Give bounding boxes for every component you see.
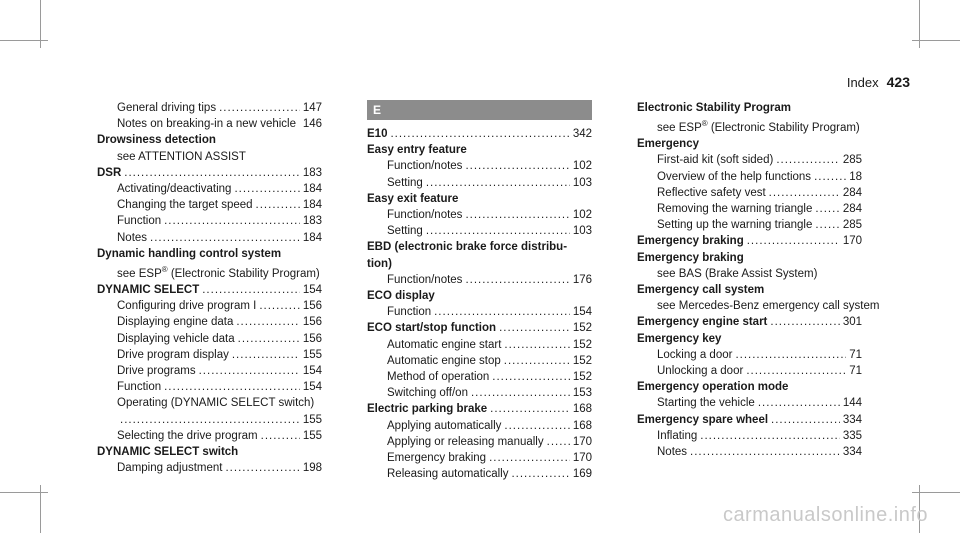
page-reference[interactable]: 152 bbox=[572, 322, 592, 335]
dot-leader bbox=[202, 282, 300, 298]
entry-label: Easy exit feature bbox=[367, 192, 459, 205]
dot-leader bbox=[547, 434, 570, 450]
entry-label: Applying automatically bbox=[387, 419, 502, 432]
crop-mark bbox=[912, 492, 960, 493]
index-subentry[interactable] bbox=[367, 418, 592, 434]
index-subentry[interactable] bbox=[97, 230, 322, 246]
index-subentry[interactable] bbox=[97, 460, 322, 476]
entry-label: Automatic engine start bbox=[387, 338, 502, 351]
cross-reference[interactable]: see Mercedes-Benz emergency call system bbox=[657, 300, 880, 313]
dot-leader bbox=[164, 379, 300, 395]
index-entry bbox=[637, 100, 862, 116]
index-subentry[interactable] bbox=[367, 385, 592, 401]
index-entry-text: EBD (electronic brake force distribu- bbox=[367, 241, 568, 254]
page-reference[interactable]: 152 bbox=[572, 354, 592, 367]
dot-leader bbox=[256, 197, 300, 213]
index-entry bbox=[367, 191, 592, 207]
entry-label: ECO display bbox=[367, 290, 435, 303]
index-entry[interactable] bbox=[97, 165, 322, 181]
page-reference[interactable]: 285 bbox=[842, 219, 862, 232]
dot-leader bbox=[504, 353, 570, 369]
dot-leader bbox=[225, 460, 299, 476]
page-reference[interactable]: 168 bbox=[572, 403, 592, 416]
page-reference[interactable]: 285 bbox=[842, 154, 862, 167]
entry-label: Starting the vehicle bbox=[657, 397, 755, 410]
entry-label: Method of operation bbox=[387, 371, 490, 384]
index-entry bbox=[97, 132, 322, 148]
page-reference[interactable]: 103 bbox=[572, 176, 592, 189]
index-entry bbox=[367, 288, 592, 304]
index-subentry[interactable] bbox=[367, 434, 592, 450]
dot-leader bbox=[150, 230, 300, 246]
page-reference[interactable]: 335 bbox=[842, 429, 862, 442]
index-subentry[interactable] bbox=[97, 412, 322, 428]
index-entry bbox=[637, 250, 862, 266]
index-subentry[interactable] bbox=[637, 395, 862, 411]
dot-leader bbox=[124, 165, 300, 181]
entry-label: Locking a door bbox=[657, 348, 733, 361]
entry-label: Displaying engine data bbox=[117, 316, 234, 329]
index-subentry[interactable] bbox=[97, 100, 322, 116]
index-subentry[interactable] bbox=[637, 201, 862, 217]
page-reference[interactable]: 154 bbox=[572, 306, 592, 319]
entry-label: Function bbox=[387, 306, 432, 319]
page-reference[interactable]: 334 bbox=[842, 413, 862, 426]
dot-leader bbox=[465, 272, 569, 288]
page-reference[interactable]: 18 bbox=[849, 170, 862, 183]
dot-leader bbox=[219, 100, 300, 116]
entry-label: Automatic engine stop bbox=[387, 354, 501, 367]
index-entry bbox=[637, 282, 862, 298]
cross-reference[interactable]: see BAS (Brake Assist System) bbox=[657, 267, 818, 280]
entry-label: Emergency call system bbox=[637, 284, 765, 297]
page-reference[interactable]: 184 bbox=[302, 183, 322, 196]
dot-leader bbox=[735, 347, 846, 363]
index-subentry[interactable] bbox=[367, 337, 592, 353]
entry-label: First-aid kit (soft sided) bbox=[657, 154, 774, 167]
dot-leader bbox=[814, 169, 846, 185]
page-reference[interactable]: 184 bbox=[302, 199, 322, 212]
cross-reference[interactable]: see ESP® (Electronic Stability Program) bbox=[657, 119, 860, 135]
index-subentry[interactable] bbox=[367, 450, 592, 466]
index-subentry[interactable] bbox=[367, 158, 592, 174]
entry-label: DSR bbox=[97, 166, 122, 179]
entry-label: E10 bbox=[367, 128, 388, 140]
dot-leader bbox=[511, 466, 569, 482]
entry-label: Applying or releasing manually bbox=[387, 435, 544, 448]
entry-label: Function/notes bbox=[387, 209, 463, 222]
dot-leader bbox=[426, 175, 570, 191]
index-subentry[interactable] bbox=[637, 428, 862, 444]
entry-label: Activating/deactivating bbox=[117, 183, 232, 196]
index-subentry[interactable] bbox=[367, 175, 592, 191]
entry-label: Function/notes bbox=[387, 273, 463, 286]
page-reference[interactable]: 103 bbox=[572, 225, 592, 238]
entry-label: Displaying vehicle data bbox=[117, 332, 235, 345]
dot-leader bbox=[700, 428, 840, 444]
entry-label: Setting bbox=[387, 176, 423, 189]
dot-leader bbox=[299, 116, 300, 132]
index-entry[interactable] bbox=[367, 401, 592, 417]
index-entry[interactable] bbox=[637, 314, 862, 330]
dot-leader bbox=[815, 201, 839, 217]
entry-label: Emergency braking bbox=[637, 235, 744, 248]
entry-label: Easy entry feature bbox=[367, 144, 467, 157]
entry-label: Electronic Stability Program bbox=[637, 102, 792, 114]
entry-label: Emergency key bbox=[637, 332, 722, 345]
index-subentry[interactable] bbox=[97, 314, 322, 330]
index-subentry[interactable] bbox=[637, 347, 862, 363]
index-subentry[interactable] bbox=[97, 298, 322, 314]
dot-leader bbox=[499, 320, 570, 336]
index-column-1 bbox=[97, 100, 322, 477]
crop-mark bbox=[912, 40, 960, 41]
page-reference[interactable]: 71 bbox=[849, 365, 862, 378]
index-subentry[interactable] bbox=[97, 331, 322, 347]
page-reference[interactable]: 102 bbox=[572, 209, 592, 222]
index-subentry[interactable] bbox=[637, 185, 862, 201]
page-reference[interactable]: 153 bbox=[572, 387, 592, 400]
index-subentry[interactable] bbox=[367, 223, 592, 239]
index-entry-text: Operating (DYNAMIC SELECT switch) bbox=[117, 397, 315, 410]
index-entry bbox=[637, 136, 862, 152]
index-column-3 bbox=[637, 100, 880, 460]
entry-label: Reflective safety vest bbox=[657, 186, 766, 199]
page-number: 423 bbox=[886, 74, 910, 90]
page-reference[interactable]: 156 bbox=[302, 316, 322, 329]
page-header bbox=[847, 74, 910, 90]
dot-leader bbox=[164, 213, 300, 229]
page-reference[interactable]: 342 bbox=[572, 128, 592, 140]
entry-label: Setting bbox=[387, 225, 423, 238]
page-reference[interactable]: 152 bbox=[572, 371, 592, 384]
index-subentry[interactable] bbox=[637, 363, 862, 379]
entry-label: Function bbox=[117, 215, 162, 228]
page-reference[interactable]: 155 bbox=[302, 413, 322, 426]
page-reference[interactable]: 71 bbox=[849, 348, 862, 361]
dot-leader bbox=[261, 428, 300, 444]
index-entry bbox=[637, 379, 862, 395]
dot-leader bbox=[815, 217, 839, 233]
entry-label: Setting up the warning triangle bbox=[657, 219, 813, 232]
index-subentry[interactable] bbox=[97, 363, 322, 379]
entry-label: DYNAMIC SELECT bbox=[97, 284, 200, 297]
index-entry[interactable] bbox=[637, 233, 862, 249]
entry-label: Inflating bbox=[657, 429, 698, 442]
page-reference[interactable]: 152 bbox=[572, 338, 592, 351]
index-subentry[interactable] bbox=[97, 116, 322, 132]
index-subentry[interactable] bbox=[367, 353, 592, 369]
page-reference[interactable]: 102 bbox=[572, 160, 592, 173]
entry-label: Switching off/on bbox=[387, 387, 468, 400]
entry-label: Drowsiness detection bbox=[97, 134, 216, 147]
page-reference[interactable]: 169 bbox=[572, 468, 592, 481]
page-reference[interactable]: 183 bbox=[302, 166, 322, 179]
index-subentry[interactable] bbox=[637, 169, 862, 185]
page-reference[interactable]: 170 bbox=[572, 452, 592, 465]
entry-label: Removing the warning triangle bbox=[657, 203, 813, 216]
entry-label: Notes on breaking-in a new vehicle bbox=[117, 118, 296, 131]
dot-leader bbox=[259, 298, 299, 314]
page-reference[interactable]: 301 bbox=[842, 316, 862, 329]
index-subentry[interactable] bbox=[97, 428, 322, 444]
index-entry[interactable] bbox=[367, 320, 592, 336]
dot-leader bbox=[236, 314, 299, 330]
entry-label: Configuring drive program I bbox=[117, 300, 257, 313]
index-subentry[interactable] bbox=[367, 369, 592, 385]
index-entry[interactable] bbox=[367, 126, 592, 142]
dot-leader bbox=[770, 314, 839, 330]
dot-leader bbox=[232, 347, 300, 363]
entry-label: Emergency braking bbox=[637, 251, 744, 264]
page-reference[interactable]: 170 bbox=[842, 235, 862, 248]
watermark: carmanualsonline.info bbox=[722, 504, 928, 526]
dot-leader bbox=[434, 304, 570, 320]
entry-label: Damping adjustment bbox=[117, 462, 223, 475]
page-reference[interactable]: 154 bbox=[302, 381, 322, 394]
entry-label: Selecting the drive program bbox=[117, 429, 258, 442]
entry-label: Emergency engine start bbox=[637, 316, 768, 329]
page-reference[interactable]: 144 bbox=[842, 397, 862, 410]
entry-label: ECO start/stop function bbox=[367, 322, 497, 335]
entry-label: Emergency operation mode bbox=[637, 381, 789, 394]
entry-label: Notes bbox=[117, 231, 148, 244]
index-entry bbox=[367, 142, 592, 158]
dot-leader bbox=[490, 401, 570, 417]
page-reference[interactable]: 154 bbox=[302, 284, 322, 297]
dot-leader bbox=[690, 444, 840, 460]
entry-label: DYNAMIC SELECT switch bbox=[97, 446, 239, 459]
index-entry bbox=[97, 246, 322, 262]
page-reference[interactable]: 155 bbox=[302, 429, 322, 442]
index-subentry[interactable] bbox=[97, 181, 322, 197]
section-label: Index bbox=[846, 75, 879, 90]
page-reference[interactable]: 154 bbox=[302, 365, 322, 378]
entry-label: Emergency braking bbox=[387, 452, 487, 465]
entry-label: Dynamic handling control system bbox=[97, 247, 282, 260]
index-entry bbox=[637, 331, 862, 347]
page-reference[interactable]: 176 bbox=[572, 273, 592, 286]
index-entry[interactable] bbox=[97, 282, 322, 298]
crop-mark bbox=[0, 40, 48, 41]
dot-leader bbox=[771, 412, 840, 428]
dot-leader bbox=[465, 207, 569, 223]
entry-label: Electric parking brake bbox=[367, 403, 488, 416]
page-reference[interactable]: 183 bbox=[302, 215, 322, 228]
index-subentry[interactable] bbox=[367, 466, 592, 482]
dot-leader bbox=[390, 126, 569, 142]
dot-leader bbox=[504, 337, 569, 353]
dot-leader bbox=[238, 331, 300, 347]
page-reference[interactable]: 284 bbox=[842, 203, 862, 216]
page-reference[interactable]: 168 bbox=[572, 419, 592, 432]
cross-reference[interactable]: see ESP® (Electronic Stability Program) bbox=[117, 265, 320, 280]
page-reference[interactable]: 170 bbox=[572, 435, 592, 448]
entry-label: Notes bbox=[657, 446, 688, 459]
dot-leader bbox=[489, 450, 570, 466]
page-reference[interactable]: 146 bbox=[302, 118, 322, 131]
index-subentry[interactable] bbox=[637, 444, 862, 460]
entry-label: Drive program display bbox=[117, 348, 229, 361]
entry-label: Unlocking a door bbox=[657, 365, 744, 378]
entry-label: Emergency bbox=[637, 138, 700, 151]
index-subentry[interactable] bbox=[97, 379, 322, 395]
dot-leader bbox=[758, 395, 840, 411]
dot-leader bbox=[776, 152, 840, 168]
index-entry-text: tion) bbox=[367, 257, 392, 270]
entry-label: Function bbox=[117, 381, 162, 394]
page-reference[interactable]: 284 bbox=[842, 186, 862, 199]
index-entry bbox=[97, 444, 322, 460]
page-reference[interactable]: 155 bbox=[302, 348, 322, 361]
dot-leader bbox=[769, 185, 840, 201]
entry-label: Drive programs bbox=[117, 365, 196, 378]
page-reference[interactable]: 198 bbox=[302, 462, 322, 475]
dot-leader bbox=[426, 223, 570, 239]
letter-heading: E bbox=[367, 100, 592, 120]
entry-label: Overview of the help functions bbox=[657, 170, 812, 183]
dot-leader bbox=[234, 181, 299, 197]
crop-mark bbox=[0, 492, 48, 493]
index-column-2 bbox=[367, 100, 592, 482]
entry-label: Changing the target speed bbox=[117, 199, 253, 212]
index-subentry[interactable] bbox=[97, 213, 322, 229]
entry-label: General driving tips bbox=[117, 102, 217, 114]
page-reference[interactable]: 334 bbox=[842, 446, 862, 459]
dot-leader bbox=[504, 418, 569, 434]
dot-leader bbox=[747, 233, 840, 249]
dot-leader bbox=[746, 363, 846, 379]
entry-label: Function/notes bbox=[387, 160, 463, 173]
index-subentry[interactable] bbox=[97, 347, 322, 363]
index-entry[interactable] bbox=[637, 412, 862, 428]
dot-leader bbox=[471, 385, 570, 401]
page-reference[interactable]: 156 bbox=[302, 332, 322, 345]
dot-leader bbox=[199, 363, 300, 379]
index-subentry[interactable] bbox=[97, 197, 322, 213]
index-subentry[interactable] bbox=[637, 152, 862, 168]
page-reference[interactable]: 184 bbox=[302, 231, 322, 244]
index-subentry[interactable] bbox=[367, 272, 592, 288]
page-reference[interactable]: 147 bbox=[302, 102, 322, 114]
index-subentry[interactable] bbox=[367, 304, 592, 320]
cross-reference[interactable]: see ATTENTION ASSIST bbox=[117, 150, 246, 163]
index-subentry[interactable] bbox=[367, 207, 592, 223]
dot-leader bbox=[492, 369, 570, 385]
page-reference[interactable]: 156 bbox=[302, 300, 322, 313]
index-subentry[interactable] bbox=[637, 217, 862, 233]
entry-label: Emergency spare wheel bbox=[637, 413, 769, 426]
dot-leader bbox=[465, 158, 569, 174]
dot-leader bbox=[120, 412, 300, 428]
entry-label: Releasing automatically bbox=[387, 468, 509, 481]
